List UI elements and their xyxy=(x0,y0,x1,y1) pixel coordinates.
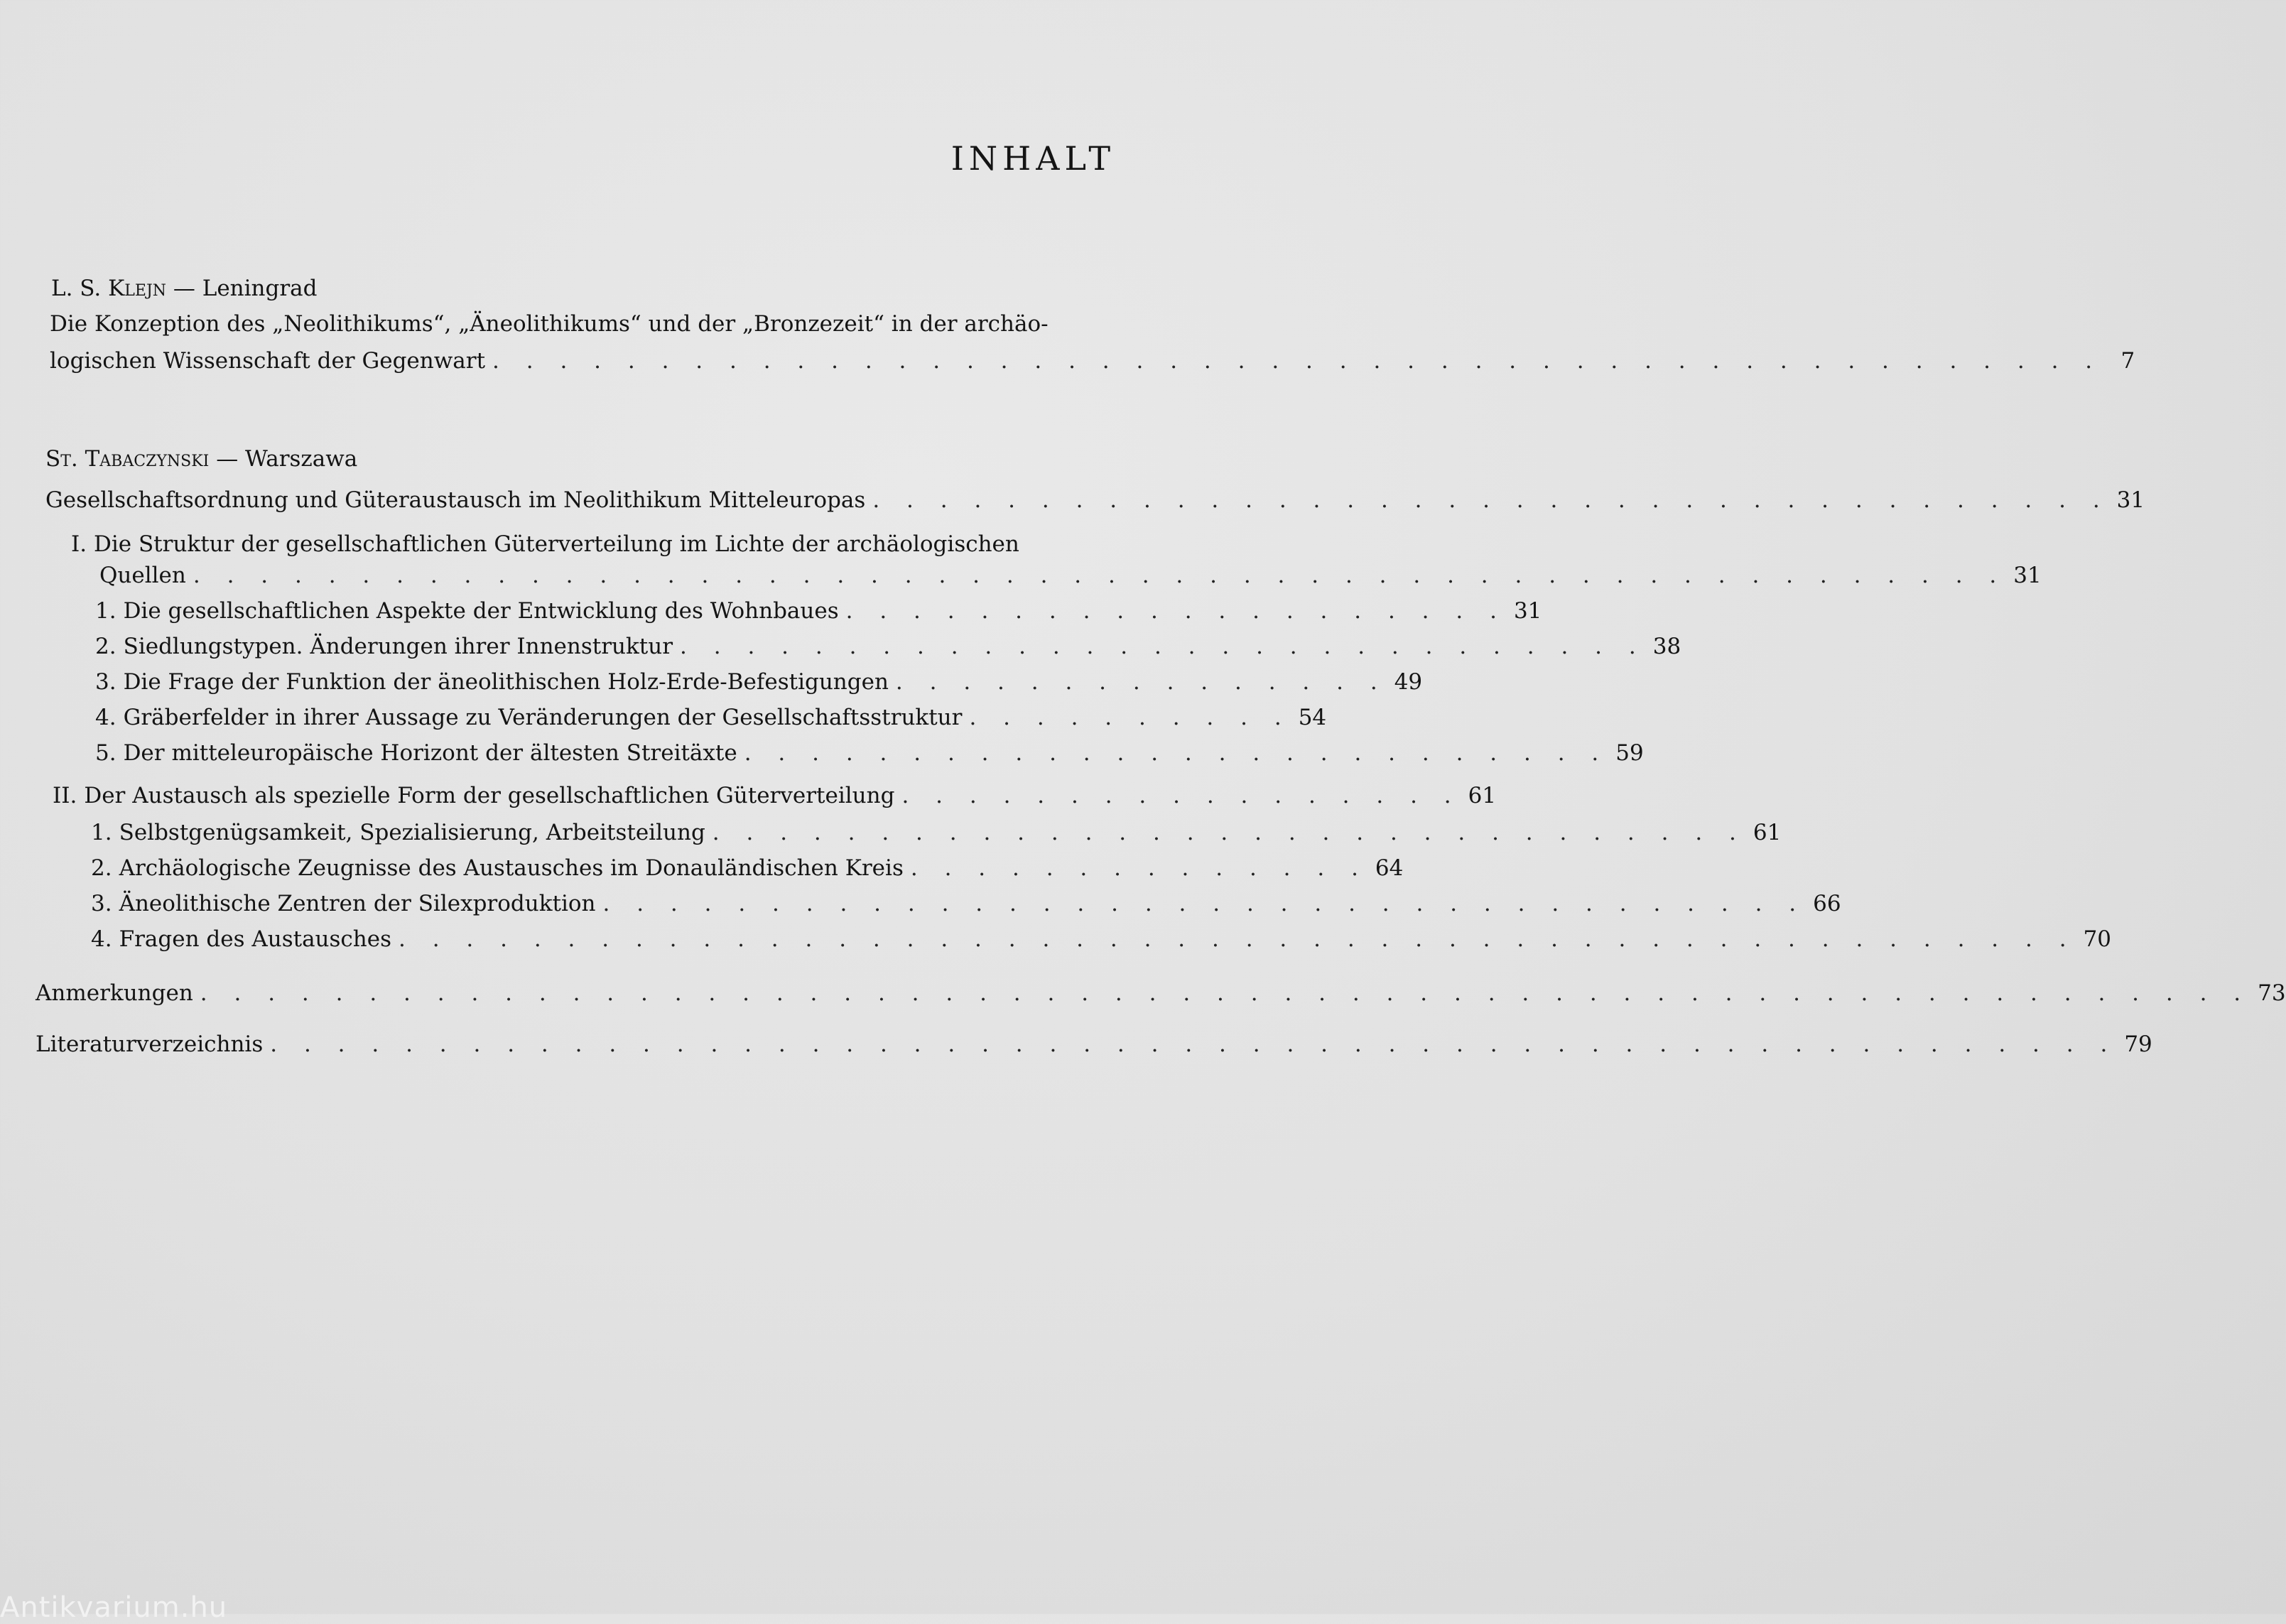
toc-item[interactable] xyxy=(95,703,1327,732)
leader-dots: . . . . . . . . . . . . . . . . . . . . . . . . . . . . . . . . . . . . . . . . . . . . . . . . xyxy=(492,348,2103,374)
item-number: 5. xyxy=(95,740,117,766)
entry-klejn-title-line1[interactable]: Die Konzeption des „Neolithikums“, „Äneolithikums“ und der „Bronzezeit“ in der archäo- xyxy=(50,311,1049,337)
entry-text: Quellen xyxy=(99,563,186,588)
leader-dots: . . . . . . . . . . . . . . . . . . . . . . . . . . . . . . . . . . . . . . . . . . . . . . . . . . xyxy=(399,926,2076,952)
item-number: 3. xyxy=(95,669,117,695)
entry-text: Die Frage der Funktion der äneolithischen Holz-Erde-Befestigungen xyxy=(123,669,889,695)
leader-dots: . . . . . . . . . . . . . . . xyxy=(895,669,1387,695)
page-number: 79 xyxy=(2124,1032,2152,1057)
entry-part1-line1[interactable] xyxy=(71,530,1019,558)
author-tabaczynski xyxy=(45,446,357,472)
page-number: 31 xyxy=(2013,563,2042,588)
page-number: 31 xyxy=(2116,487,2145,513)
toc-item[interactable] xyxy=(95,668,1423,696)
page-title: INHALT xyxy=(950,139,1115,178)
page-number: 31 xyxy=(1513,598,1542,624)
page-number: 64 xyxy=(1375,855,1404,881)
toc-item[interactable] xyxy=(91,854,1404,882)
watermark: Antikvarium.hu xyxy=(0,1591,228,1624)
entry-text: Fragen des Austausches xyxy=(119,926,392,952)
entry-text: logischen Wissenschaft der Gegenwart xyxy=(50,348,486,374)
leader-dots: . . . . . . . . . . xyxy=(969,705,1291,730)
entry-text: Der mitteleuropäische Horizont der ältesten Streitäxte xyxy=(123,740,737,766)
author-name: L. S. Klejn xyxy=(51,276,167,301)
toc-item[interactable] xyxy=(95,597,1542,625)
item-number: 1. xyxy=(95,598,117,624)
page-number: 54 xyxy=(1298,705,1327,730)
entry-text: Anmerkungen xyxy=(36,980,193,1006)
page-number: 61 xyxy=(1753,820,1782,845)
entry-text: Archäologische Zeugnisse des Austausches im Donauländischen Kreis xyxy=(119,855,904,881)
entry-text: Gräberfelder in ihrer Aussage zu Veränderungen der Gesellschaftsstruktur xyxy=(123,705,963,730)
item-number: 4. xyxy=(91,926,112,952)
entry-text: Die gesellschaftlichen Aspekte der Entwicklung des Wohnbaues xyxy=(123,598,839,624)
page-number: 7 xyxy=(2120,348,2135,374)
author-place: — Leningrad xyxy=(173,276,318,301)
toc-item[interactable] xyxy=(95,632,1681,661)
leader-dots: . . . . . . . . . . . . . . . . . . . . . . . . . . . . . . . xyxy=(712,820,1746,845)
entry-tabaczynski-title[interactable] xyxy=(45,486,2145,514)
item-number: 2. xyxy=(95,634,117,659)
page-number: 61 xyxy=(1468,783,1497,808)
toc-item[interactable] xyxy=(91,818,1782,847)
leader-dots: . . . . . . . . . . . . . . . . . . . . . . . . . . . . . . . . . . . . xyxy=(602,891,1806,916)
page-number: 59 xyxy=(1615,740,1644,766)
leader-dots: . . . . . . . . . . . . . . . . . . . . xyxy=(845,598,1507,624)
toc-item[interactable] xyxy=(91,925,2112,953)
entry-text: Gesellschaftsordnung und Güteraustausch im Neolithikum Mitteleuropas xyxy=(45,487,866,513)
leader-dots: . . . . . . . . . . . . . . . . . . . . . . . . . . . . . . . . . . . . . . . . . . . . . . . . . . . . . . . xyxy=(270,1032,2118,1057)
item-number: 4. xyxy=(95,705,117,730)
page-number: 49 xyxy=(1394,669,1423,695)
author-place: — Warszawa xyxy=(216,446,358,472)
part-number: I. xyxy=(71,531,87,557)
entry-text: Die Struktur der gesellschaftlichen Güterverteilung im Lichte der archäologischen xyxy=(93,531,1019,557)
leader-dots: . . . . . . . . . . . . . . . . . . . . . . . . . . . . . . . . . . . . . xyxy=(872,487,2110,513)
entry-anmerkungen[interactable] xyxy=(36,979,2286,1007)
entry-literaturverzeichnis[interactable] xyxy=(36,1030,2152,1059)
entry-part1-line2[interactable] xyxy=(99,561,2042,590)
entry-text: Siedlungstypen. Änderungen ihrer Innenstruktur xyxy=(123,634,673,659)
item-number: 1. xyxy=(91,820,112,845)
page-number: 73 xyxy=(2258,980,2286,1006)
part-number: II. xyxy=(53,783,77,808)
author-klejn xyxy=(51,276,318,301)
toc-item[interactable] xyxy=(91,889,1841,918)
leader-dots: . . . . . . . . . . . . . . . . . . . . . . . . . . . . . xyxy=(680,634,1646,659)
entry-text: Der Austausch als spezielle Form der gesellschaftlichen Güterverteilung xyxy=(84,783,895,808)
entry-text: Literaturverzeichnis xyxy=(36,1032,264,1057)
page-number: 66 xyxy=(1813,891,1841,916)
page-number: 38 xyxy=(1652,634,1681,659)
entry-klejn-title-line2[interactable] xyxy=(50,347,2135,375)
leader-dots: . . . . . . . . . . . . . . xyxy=(910,855,1368,881)
item-number: 3. xyxy=(91,891,112,916)
page-number: 70 xyxy=(2083,926,2112,952)
entry-text: Äneolithische Zentren der Silexproduktion xyxy=(119,891,596,916)
entry-text: Selbstgenügsamkeit, Spezialisierung, Arbeitsteilung xyxy=(119,820,705,845)
leader-dots: . . . . . . . . . . . . . . . . . . . . . . . . . . . . . . . . . . . . . . . . . . . . . . . . . . . . . . xyxy=(193,563,2007,588)
toc-item[interactable] xyxy=(95,739,1644,767)
leader-dots: . . . . . . . . . . . . . . . . . . . . . . . . . . . . . . . . . . . . . . . . . . . . . . . . . . . . . . . . . . . . . xyxy=(200,980,2251,1006)
author-name: St. Tabaczynski xyxy=(45,446,210,472)
item-number: 2. xyxy=(91,855,112,881)
leader-dots: . . . . . . . . . . . . . . . . . xyxy=(901,783,1461,808)
leader-dots: . . . . . . . . . . . . . . . . . . . . . . . . . . xyxy=(744,740,1609,766)
entry-part2[interactable] xyxy=(53,781,1497,810)
